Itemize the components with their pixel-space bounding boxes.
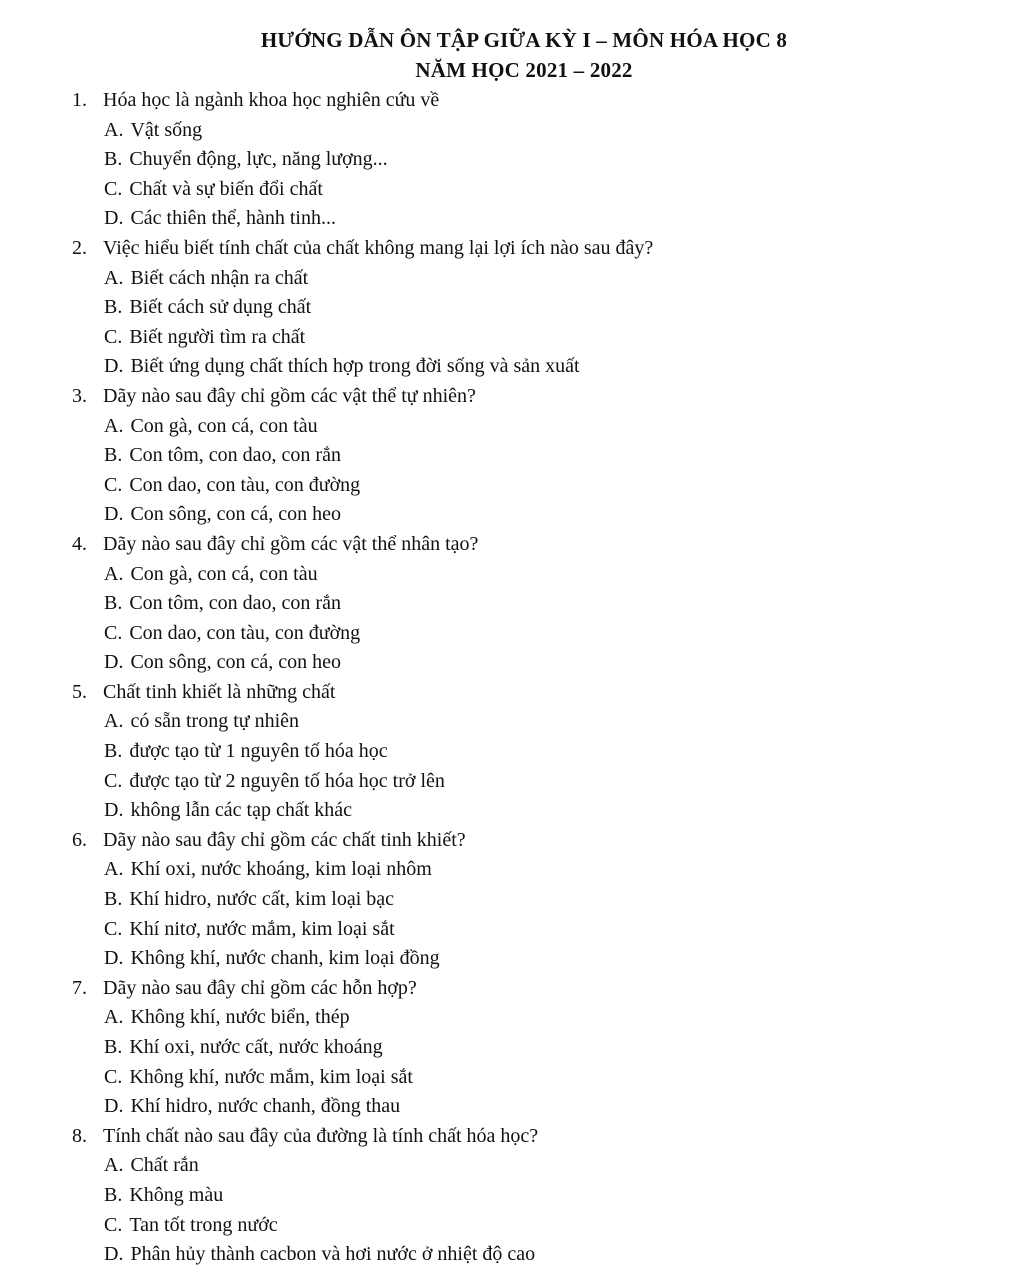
- answer-option: [0, 1003, 1024, 1033]
- question-item: [0, 678, 1024, 826]
- answer-option: [0, 1211, 1024, 1241]
- answer-option: [0, 1151, 1024, 1181]
- answer-option: [0, 352, 1024, 382]
- question-item: [0, 86, 1024, 234]
- option-letter: A.: [104, 710, 124, 733]
- option-letter: B.: [104, 148, 123, 171]
- option-text: Con dao, con tàu, con đường: [129, 473, 361, 496]
- answer-option: [0, 885, 1024, 915]
- option-letter: A.: [104, 118, 124, 141]
- option-letter: A.: [104, 1006, 124, 1029]
- question-text: Chất tinh khiết là những chất: [103, 680, 336, 703]
- option-text: có sẵn trong tự nhiên: [130, 710, 300, 733]
- question-item: [0, 530, 1024, 678]
- option-text: Các thiên thể, hành tinh...: [130, 207, 336, 230]
- question-number: 5.: [72, 680, 87, 703]
- question-text: Tính chất nào sau đây của đường là tính chất hóa học?: [103, 1124, 539, 1147]
- option-text: Chất rắn: [130, 1154, 199, 1177]
- answer-option: [0, 767, 1024, 797]
- option-text: Khí hidro, nước chanh, đồng thau: [130, 1095, 401, 1118]
- option-text: Biết cách sử dụng chất: [129, 296, 312, 319]
- answer-option: [0, 500, 1024, 530]
- option-text: Vật sống: [130, 118, 203, 141]
- question-stem: [0, 86, 1024, 116]
- answer-option: [0, 116, 1024, 146]
- option-letter: D.: [104, 503, 124, 526]
- question-stem: [0, 826, 1024, 856]
- option-letter: B.: [104, 1183, 123, 1206]
- answer-option: [0, 1240, 1024, 1270]
- answer-option: [0, 737, 1024, 767]
- question-text: Dãy nào sau đây chỉ gồm các chất tinh khiết?: [103, 828, 466, 851]
- option-text: Con sông, con cá, con heo: [130, 651, 341, 674]
- question-stem: [0, 530, 1024, 560]
- option-text: Biết người tìm ra chất: [129, 325, 306, 348]
- option-letter: C.: [104, 473, 123, 496]
- answer-option: [0, 560, 1024, 590]
- answer-option: [0, 264, 1024, 294]
- option-letter: C.: [104, 177, 123, 200]
- answer-option: [0, 204, 1024, 234]
- option-text: Không khí, nước mắm, kim loại sắt: [129, 1065, 413, 1088]
- option-text: Khí oxi, nước cất, nước khoáng: [129, 1036, 383, 1058]
- answer-option: [0, 855, 1024, 885]
- question-number: 4.: [72, 532, 87, 555]
- option-text: Khí hidro, nước cất, kim loại bạc: [129, 888, 395, 911]
- answer-option: [0, 175, 1024, 205]
- option-letter: C.: [104, 1213, 123, 1236]
- option-text: được tạo từ 1 nguyên tố hóa học: [129, 740, 388, 763]
- question-list: [0, 86, 1024, 1270]
- question-stem: [0, 1122, 1024, 1152]
- option-text: Khí nitơ, nước mắm, kim loại sắt: [129, 917, 395, 940]
- option-text: Biết cách nhận ra chất: [130, 266, 309, 289]
- option-letter: A.: [104, 858, 124, 881]
- answer-option: [0, 619, 1024, 649]
- option-letter: B.: [104, 592, 123, 615]
- answer-option: [0, 944, 1024, 974]
- option-letter: B.: [104, 888, 123, 911]
- option-letter: A.: [104, 562, 124, 585]
- option-text: Không khí, nước chanh, kim loại đồng: [130, 947, 440, 970]
- option-letter: D.: [104, 947, 124, 970]
- question-text: Hóa học là ngành khoa học nghiên cứu về: [103, 89, 440, 111]
- question-item: [0, 234, 1024, 382]
- document-subtitle: NĂM HỌC 2021 – 2022: [415, 58, 633, 82]
- option-letter: B.: [104, 444, 123, 467]
- option-text: Chất và sự biến đổi chất: [129, 177, 323, 200]
- option-text: Con tôm, con dao, con rắn: [129, 592, 341, 615]
- answer-option: [0, 323, 1024, 353]
- document-title: HƯỚNG DẪN ÔN TẬP GIỮA KỲ I – MÔN HÓA HỌC 8: [260, 28, 788, 52]
- answer-option: [0, 1033, 1024, 1063]
- question-number: 7.: [72, 976, 87, 999]
- option-letter: D.: [104, 1095, 124, 1118]
- answer-option: [0, 145, 1024, 175]
- option-text: Khí oxi, nước khoáng, kim loại nhôm: [130, 858, 432, 881]
- question-text: Dãy nào sau đây chỉ gồm các vật thể nhân tạo?: [103, 532, 479, 555]
- option-text: không lẫn các tạp chất khác: [130, 799, 353, 822]
- answer-option: [0, 915, 1024, 945]
- question-number: 2.: [72, 236, 87, 259]
- option-letter: B.: [104, 740, 123, 763]
- option-text: Con dao, con tàu, con đường: [129, 621, 361, 644]
- option-letter: D.: [104, 799, 124, 822]
- option-text: Biết ứng dụng chất thích hợp trong đời sống và sản xuất: [130, 355, 580, 378]
- option-letter: C.: [104, 1065, 123, 1088]
- option-text: Tan tốt trong nước: [129, 1213, 278, 1236]
- answer-option: [0, 589, 1024, 619]
- answer-option: [0, 293, 1024, 323]
- answer-option: [0, 1092, 1024, 1122]
- option-text: Con gà, con cá, con tàu: [130, 414, 318, 437]
- answer-option: [0, 707, 1024, 737]
- answer-option: [0, 471, 1024, 501]
- question-stem: [0, 678, 1024, 708]
- answer-option: [0, 796, 1024, 826]
- option-letter: C.: [104, 621, 123, 644]
- option-letter: A.: [104, 266, 124, 289]
- option-text: được tạo từ 2 nguyên tố hóa học trở lên: [129, 769, 445, 792]
- question-item: [0, 826, 1024, 974]
- question-number: 6.: [72, 828, 87, 851]
- option-letter: D.: [104, 1243, 124, 1266]
- option-letter: C.: [104, 769, 123, 792]
- option-text: Con sông, con cá, con heo: [130, 503, 341, 526]
- question-stem: [0, 974, 1024, 1004]
- answer-option: [0, 441, 1024, 471]
- option-text: Con gà, con cá, con tàu: [130, 562, 318, 585]
- question-text: Việc hiểu biết tính chất của chất không mang lại lợi ích nào sau đây?: [103, 236, 654, 259]
- answer-option: [0, 412, 1024, 442]
- answer-option: [0, 1181, 1024, 1211]
- option-letter: A.: [104, 414, 124, 437]
- option-letter: D.: [104, 651, 124, 674]
- option-letter: B.: [104, 1036, 123, 1058]
- option-letter: D.: [104, 207, 124, 230]
- option-letter: B.: [104, 296, 123, 319]
- option-letter: D.: [104, 355, 124, 378]
- question-stem: [0, 382, 1024, 412]
- answer-option: [0, 1063, 1024, 1093]
- question-item: [0, 974, 1024, 1122]
- option-letter: C.: [104, 917, 123, 940]
- question-text: Dãy nào sau đây chỉ gồm các hỗn hợp?: [103, 976, 417, 999]
- option-text: Chuyển động, lực, năng lượng...: [129, 148, 388, 171]
- question-item: [0, 382, 1024, 530]
- question-number: 1.: [72, 89, 87, 111]
- option-text: Không khí, nước biển, thép: [130, 1006, 350, 1029]
- option-letter: A.: [104, 1154, 124, 1177]
- answer-option: [0, 648, 1024, 678]
- question-number: 3.: [72, 384, 87, 407]
- option-text: Phân hủy thành cacbon và hơi nước ở nhiệt độ cao: [130, 1243, 536, 1266]
- option-letter: C.: [104, 325, 123, 348]
- question-item: [0, 1122, 1024, 1270]
- option-text: Con tôm, con dao, con rắn: [129, 444, 341, 467]
- option-text: Không màu: [129, 1183, 224, 1206]
- question-stem: [0, 234, 1024, 264]
- question-text: Dãy nào sau đây chỉ gồm các vật thể tự nhiên?: [103, 384, 476, 407]
- question-number: 8.: [72, 1124, 87, 1147]
